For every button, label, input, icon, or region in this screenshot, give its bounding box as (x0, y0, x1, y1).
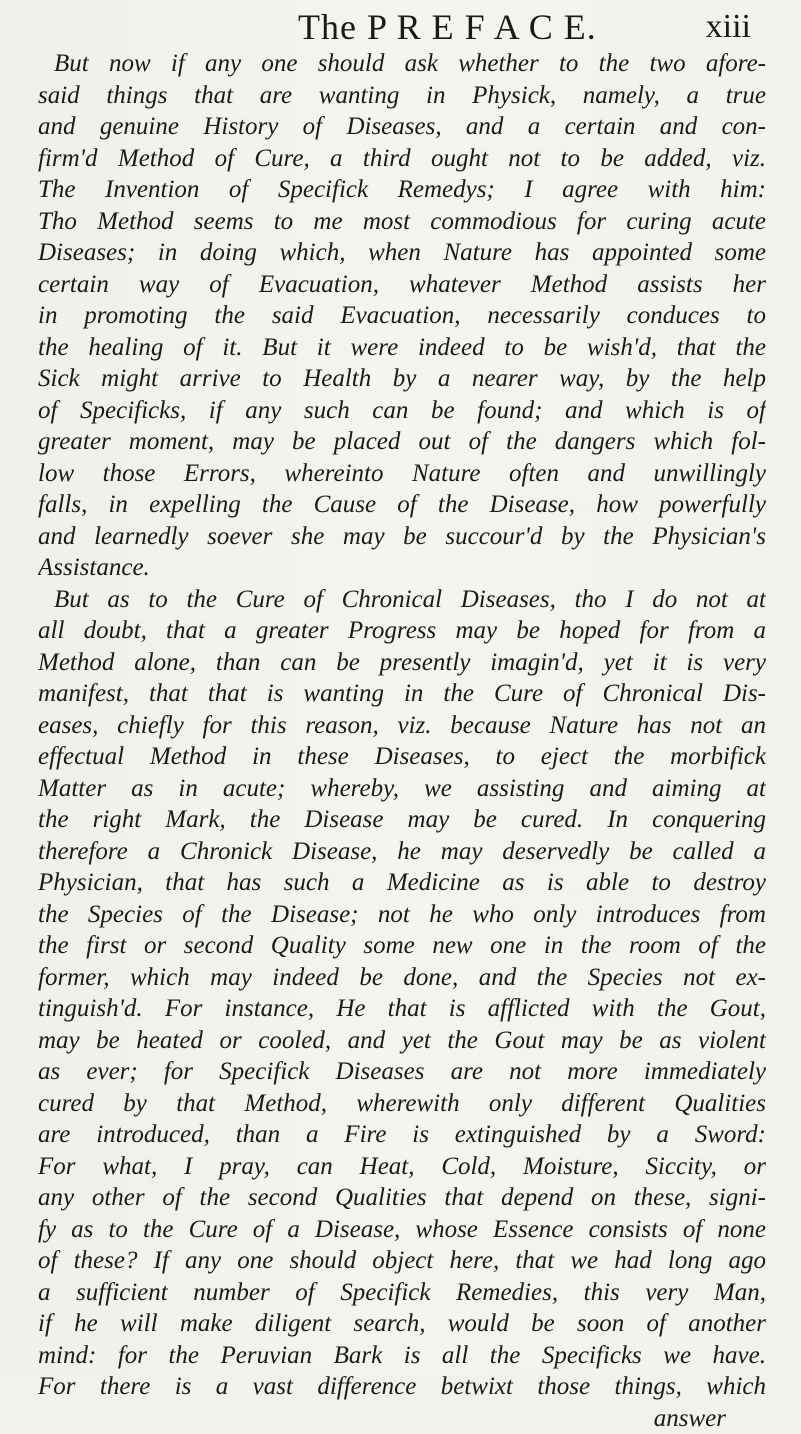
text-line: But as to the Cure of Chronical Diseases, tho I do not at (38, 584, 766, 616)
text-line: the first or second Quality some new one in the room of the (38, 930, 766, 962)
text-line: Physician, that has such a Medicine as is able to destroy (38, 867, 766, 899)
text-line: Sick might arrive to Health by a nearer way, by the help (38, 363, 766, 395)
text-line: former, which may indeed be done, and the Species not ex- (38, 962, 766, 994)
text-line: in promoting the said Evacuation, necessarily conduces to (38, 300, 766, 332)
running-head-title: The P R E F A C E. (298, 6, 597, 48)
text-line: low those Errors, whereinto Nature often and unwillingly (38, 458, 766, 490)
text-line: greater moment, may be placed out of the dangers which fol- (38, 426, 766, 458)
text-line: of Specificks, if any such can be found; and which is of (38, 395, 766, 427)
catchword: answer (38, 1403, 766, 1434)
text-line: Diseases; in doing which, when Nature has appointed some (38, 237, 766, 269)
text-line: Assistance. (38, 552, 766, 584)
text-line: of these? If any one should object here, that we had long ago (38, 1245, 766, 1277)
text-line: Matter as in acute; whereby, we assisting and aiming at (38, 773, 766, 805)
text-line: all doubt, that a greater Progress may be hoped for from a (38, 615, 766, 647)
text-line: any other of the second Qualities that depend on these, signi- (38, 1182, 766, 1214)
text-line: But now if any one should ask whether to the two afore- (38, 48, 766, 80)
text-line: For there is a vast difference betwixt those things, which (38, 1371, 766, 1403)
text-line: are introduced, than a Fire is extinguished by a Sword: (38, 1119, 766, 1151)
body-text (38, 48, 766, 1434)
text-line: and learnedly soever she may be succour'd by the Physician's (38, 521, 766, 553)
text-line: Tho Method seems to me most commodious for curing acute (38, 206, 766, 238)
running-head (58, 6, 761, 48)
text-line: tinguish'd. For instance, He that is afflicted with the Gout, (38, 993, 766, 1025)
text-line: therefore a Chronick Disease, he may deservedly be called a (38, 836, 766, 868)
page-number: xiii (706, 8, 751, 46)
text-line: the Species of the Disease; not he who only introduces from (38, 899, 766, 931)
text-line: if he will make diligent search, would be soon of another (38, 1308, 766, 1340)
text-line: a sufficient number of Specifick Remedies, this very Man, (38, 1277, 766, 1309)
text-line: and genuine History of Diseases, and a certain and con- (38, 111, 766, 143)
text-line: the healing of it. But it were indeed to be wish'd, that the (38, 332, 766, 364)
text-line: firm'd Method of Cure, a third ought not to be added, viz. (38, 143, 766, 175)
text-line: effectual Method in these Diseases, to eject the morbifick (38, 741, 766, 773)
text-line: manifest, that that is wanting in the Cure of Chronical Dis- (38, 678, 766, 710)
text-line: eases, chiefly for this reason, viz. because Nature has not an (38, 710, 766, 742)
text-line: the right Mark, the Disease may be cured. In conquering (38, 804, 766, 836)
text-line: mind: for the Peruvian Bark is all the Specificks we have. (38, 1340, 766, 1372)
text-line: said things that are wanting in Physick, namely, a true (38, 80, 766, 112)
text-line: For what, I pray, can Heat, Cold, Moisture, Siccity, or (38, 1151, 766, 1183)
text-line: fy as to the Cure of a Disease, whose Essence consists of none (38, 1214, 766, 1246)
text-line: cured by that Method, wherewith only different Qualities (38, 1088, 766, 1120)
text-line: may be heated or cooled, and yet the Gout may be as violent (38, 1025, 766, 1057)
text-line: certain way of Evacuation, whatever Method assists her (38, 269, 766, 301)
text-line: Method alone, than can be presently imagin'd, yet it is very (38, 647, 766, 679)
text-line: The Invention of Specifick Remedys; I agree with him: (38, 174, 766, 206)
text-line: falls, in expelling the Cause of the Disease, how powerfully (38, 489, 766, 521)
text-line: as ever; for Specifick Diseases are not more immediately (38, 1056, 766, 1088)
